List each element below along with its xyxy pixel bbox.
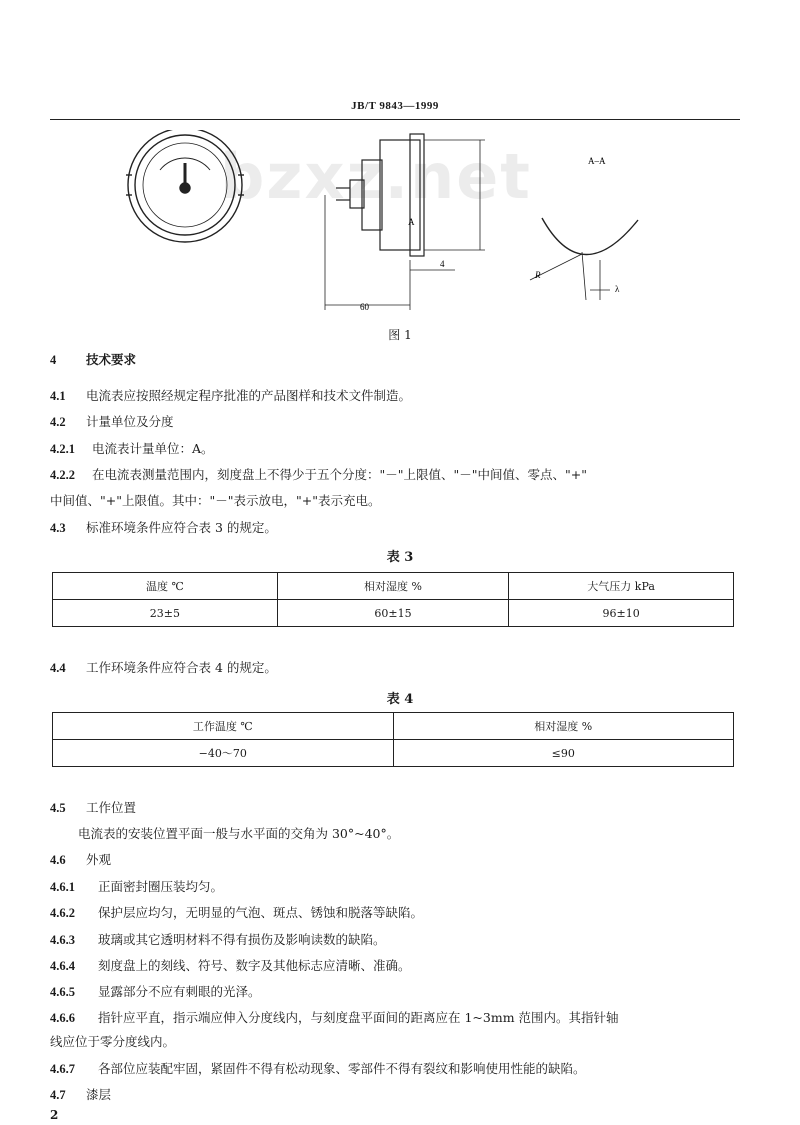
clause-4-5 xyxy=(50,800,136,816)
table-cell: ≤90 xyxy=(393,740,734,767)
clause-4-7 xyxy=(50,1087,111,1103)
section-aa-drawing xyxy=(530,218,638,300)
clause-text: 工作位置 xyxy=(86,800,137,815)
clause-text: 指针应平直，指示端应伸入分度线内，与刻度盘平面间的距离应在 1~3mm 范围内。其指针轴 xyxy=(98,1010,619,1025)
clause-number: 4.4 xyxy=(50,661,66,675)
dim-bottom-label: 60 xyxy=(360,302,369,312)
gauge-side-view xyxy=(325,134,485,310)
clause-number: 4.6.3 xyxy=(50,933,75,947)
page-number: 2 xyxy=(50,1108,59,1122)
clause-4-2-2 xyxy=(50,467,587,483)
table-header-cell: 相对湿度 % xyxy=(393,713,734,740)
clause-number: 4.6 xyxy=(50,853,66,867)
header-rule xyxy=(50,119,740,120)
clause-4-4 xyxy=(50,660,277,676)
table-4-title: 表 4 xyxy=(386,692,414,707)
clause-4-6 xyxy=(50,852,111,868)
figure-1-drawing xyxy=(110,130,670,330)
table-cell: −40～70 xyxy=(53,740,394,767)
table-header-row xyxy=(53,713,734,740)
clause-4-6-2 xyxy=(50,905,423,921)
clause-number: 4.6.4 xyxy=(50,959,75,973)
clause-text: 显露部分不应有刺眼的光泽。 xyxy=(98,984,261,999)
clause-number: 4.6.7 xyxy=(50,1062,75,1076)
table-header-row xyxy=(53,573,734,600)
clause-number: 4.5 xyxy=(50,801,66,815)
clause-number: 4.2 xyxy=(50,415,66,429)
clause-text: 刻度盘上的刻线、符号、数字及其他标志应清晰、准确。 xyxy=(98,958,411,973)
standard-number-header: JB/T 9843—1999 xyxy=(351,100,439,112)
clause-text: 电流表应按照经规定程序批准的产品图样和技术文件制造。 xyxy=(86,388,412,403)
clause-number: 4.6.6 xyxy=(50,1011,75,1025)
table-3 xyxy=(52,572,734,627)
clause-4-2-1 xyxy=(50,441,214,457)
clause-4-6-7 xyxy=(50,1061,586,1077)
section-number: 4 xyxy=(50,353,57,367)
clause-4-3 xyxy=(50,520,277,536)
table-4 xyxy=(52,712,734,767)
clause-number: 4.3 xyxy=(50,521,66,535)
table-header-cell: 工作温度 ℃ xyxy=(53,713,394,740)
dim-right-label: 4 xyxy=(440,259,445,269)
lambda-label: λ xyxy=(615,284,620,294)
table-cell: 23±5 xyxy=(53,600,278,627)
gauge-front-view xyxy=(126,130,244,242)
clause-text: 外观 xyxy=(86,852,112,867)
clause-4-6-5 xyxy=(50,984,261,1000)
table-header-cell: 温度 ℃ xyxy=(53,573,278,600)
clause-text: 电流表计量单位：A。 xyxy=(92,441,214,456)
clause-4-1 xyxy=(50,388,411,404)
clause-4-2-2-continued: 中间值、"+"上限值。其中："－"表示放电，"+"表示充电。 xyxy=(50,493,381,508)
clause-number: 4.6.1 xyxy=(50,880,75,894)
clause-4-6-1 xyxy=(50,879,223,895)
table-cell: 96±10 xyxy=(509,600,734,627)
clause-4-2 xyxy=(50,414,174,430)
table-row xyxy=(53,600,734,627)
watermark-logo: bzxz.net xyxy=(220,140,532,213)
clause-4-6-6-continued: 线应位于零分度线内。 xyxy=(50,1034,176,1049)
clause-number: 4.6.5 xyxy=(50,985,75,999)
table-header-cell: 大气压力 kPa xyxy=(509,573,734,600)
clause-4-6-6 xyxy=(50,1010,619,1026)
clause-number: 4.1 xyxy=(50,389,66,403)
table-cell: 60±15 xyxy=(277,600,509,627)
clause-text: 工作环境条件应符合表 4 的规定。 xyxy=(86,660,277,675)
table-header-cell: 相对湿度 % xyxy=(277,573,509,600)
radius-label: R xyxy=(535,270,541,280)
clause-number: 4.2.1 xyxy=(50,442,75,456)
table-row xyxy=(53,740,734,767)
clause-text: 标准环境条件应符合表 3 的规定。 xyxy=(86,520,277,535)
clause-text: 在电流表测量范围内，刻度盘上不得少于五个分度："－"上限值、"－"中间值、零点、"+" xyxy=(92,467,587,482)
clause-text: 正面密封圈压装均匀。 xyxy=(98,879,224,894)
clause-number: 4.6.2 xyxy=(50,906,75,920)
clause-number: 4.7 xyxy=(50,1088,66,1102)
clause-4-6-3 xyxy=(50,932,386,948)
table-3-title: 表 3 xyxy=(386,550,414,565)
side-a-label: A xyxy=(408,217,415,227)
section-aa-label: A–A xyxy=(588,156,606,166)
clause-text: 玻璃或其它透明材料不得有损伤及影响读数的缺陷。 xyxy=(98,932,386,947)
clause-text: 保护层应均匀，无明显的气泡、斑点、锈蚀和脱落等缺陷。 xyxy=(98,905,424,920)
clause-text: 各部位应装配牢固，紧固件不得有松动现象、零部件不得有裂纹和影响使用性能的缺陷。 xyxy=(98,1061,586,1076)
section-title: 技术要求 xyxy=(86,352,137,367)
clause-4-5-body: 电流表的安装位置平面一般与水平面的交角为 30°~40°。 xyxy=(78,826,400,841)
clause-4-6-4 xyxy=(50,958,411,974)
clause-number: 4.2.2 xyxy=(50,468,75,482)
figure-caption: 图 1 xyxy=(388,328,412,342)
clause-text: 计量单位及分度 xyxy=(86,414,174,429)
clause-text: 漆层 xyxy=(86,1087,112,1102)
section-4-heading xyxy=(50,352,136,368)
